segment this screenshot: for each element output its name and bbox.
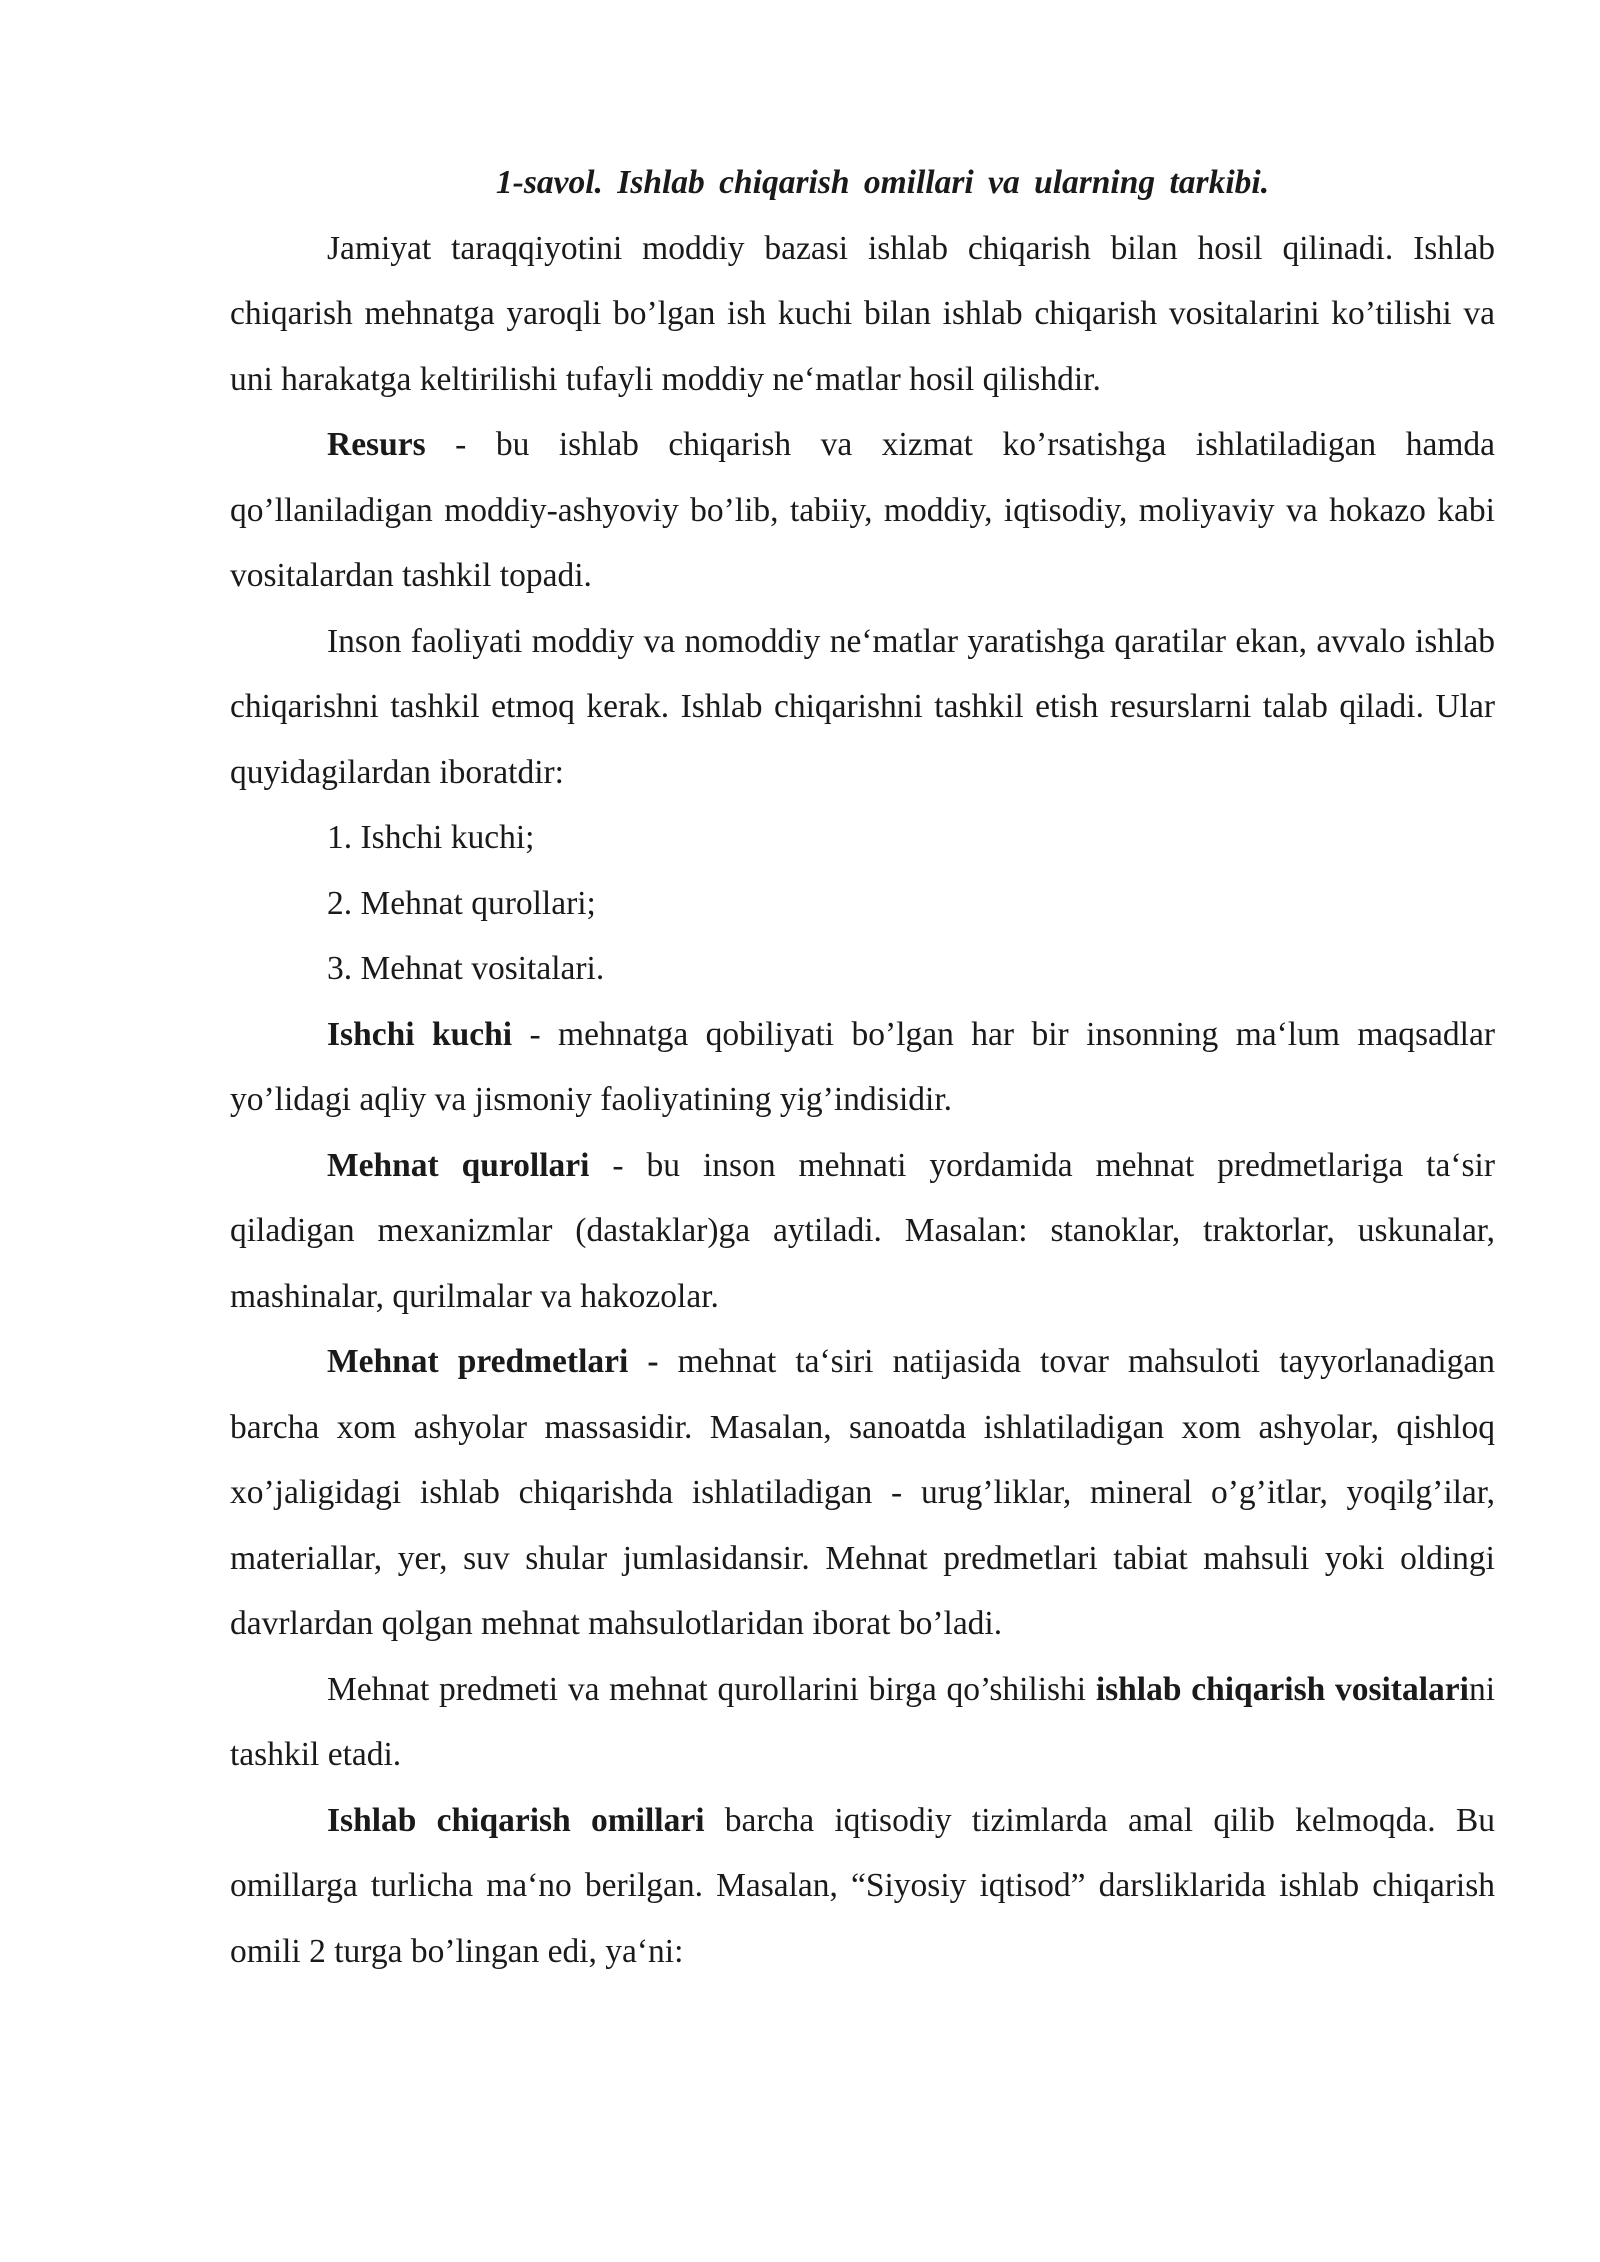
term-ishlab-chiqarish-vositalari: ishlab chiqarish vositalari [1095,1670,1469,1708]
definition-mehnat-predmetlari: mehnat ta‘siri natijasida tovar mahsuloti tayyorlanadigan barcha xom ashyolar massasidir. Masalan, sanoatda ishlatiladigan xom ashyolar, qishloq xo’jaligidagi ishlab chiqarishda ishlatiladigan - urug’liklar, mineral o’g’itlar, yoqilg’ilar, materiallar, yer, suv shular jumlasidansir. Mehnat predmetlari tabiat mahsuli yoki oldingi davrlardan qolgan mehnat mahsulotlaridan iborat bo’ladi. [230,1343,1495,1642]
term-ishlab-chiqarish-omillari: Ishlab chiqarish omillari [327,1801,705,1839]
tail-ishlab-chiqarish-vositalari: ni tashkil etadi. [230,1670,1495,1773]
definition-ishlab-chiqarish-omillari: barcha iqtisodiy tizimlarda amal qilib kelmoqda. Bu omillarga turlicha ma‘no berilgan. Masalan, “Siyosiy iqtisod” darsliklarida ishlab chiqarish omili 2 turga bo’lingan edi, ya‘ni: [230,1801,1495,1970]
term-resurs: Resurs [327,426,426,463]
paragraph-inson-faoliyati: Inson faoliyati moddiy va nomoddiy ne‘matlar yaratishga qaratilar ekan, avvalo ishlab chiqarishni tashkil etmoq kerak. Ishlab chiqarishni tashkil etish resurslarni talab qiladi. Ular quyidagilardan iboratdir: [230,622,1495,791]
paragraph-ishlab-chiqarish-vositalari [230,1657,1495,1788]
paragraph-intro: Jamiyat taraqqiyotini moddiy bazasi ishlab chiqarish bilan hosil qilinadi. Ishlab chiqarish mehnatga yaroqli bo’lgan ish kuchi bilan ishlab chiqarish vositalarini ko’tilishi va uni harakatga keltirilishi tufayli moddiy ne‘matlar hosil qilishdir. [230,229,1495,398]
term-mehnat-predmetlari: Mehnat predmetlari - [327,1343,659,1380]
paragraph-resurs [230,412,1495,609]
title-text: Ishlab chiqarish omillari va ularning tarkibi. [602,164,1270,201]
list-item-1: 1. Ishchi kuchi; [327,819,535,856]
lead-ishlab-chiqarish-vositalari: Mehnat predmeti va mehnat qurollarini birga qo’shilishi [327,1670,1096,1708]
section-title [230,150,1495,216]
definition-mehnat-qurollari: - bu inson mehnati yordamida mehnat predmetlariga ta‘sir qiladigan mexanizmlar (dastaklar)ga aytiladi. Masalan: stanoklar, traktorlar, uskunalar, mashinalar, qurilmalar va hakozolar. [230,1146,1495,1315]
title-prefix: 1-savol. [495,164,603,201]
definition-resurs: - bu ishlab chiqarish va xizmat ko’rsatishga ishlatiladigan hamda qo’llaniladigan moddiy-ashyoviy bo’lib, tabiiy, moddiy, iqtisodiy, moliyaviy va hokazo kabi vositalardan tashkil topadi. [230,426,1495,594]
list-item-3: 3. Mehnat vositalari. [327,950,605,987]
term-mehnat-qurollari: Mehnat qurollari [327,1146,590,1184]
term-ishchi-kuchi: Ishchi kuchi [327,1015,513,1053]
paragraph-ishlab-chiqarish-omillari [230,1788,1495,1985]
paragraph-mehnat-qurollari [230,1133,1495,1330]
document-page [230,150,1495,1984]
paragraph-ishchi-kuchi [230,1002,1495,1133]
paragraph-mehnat-predmetlari [230,1329,1495,1657]
list-item-2: 2. Mehnat qurollari; [327,884,596,922]
definition-ishchi-kuchi: - mehnatga qobiliyati bo’lgan har bir insonning ma‘lum maqsadlar yo’lidagi aqliy va jismoniy faoliyatining yig’indisidir. [230,1015,1495,1118]
